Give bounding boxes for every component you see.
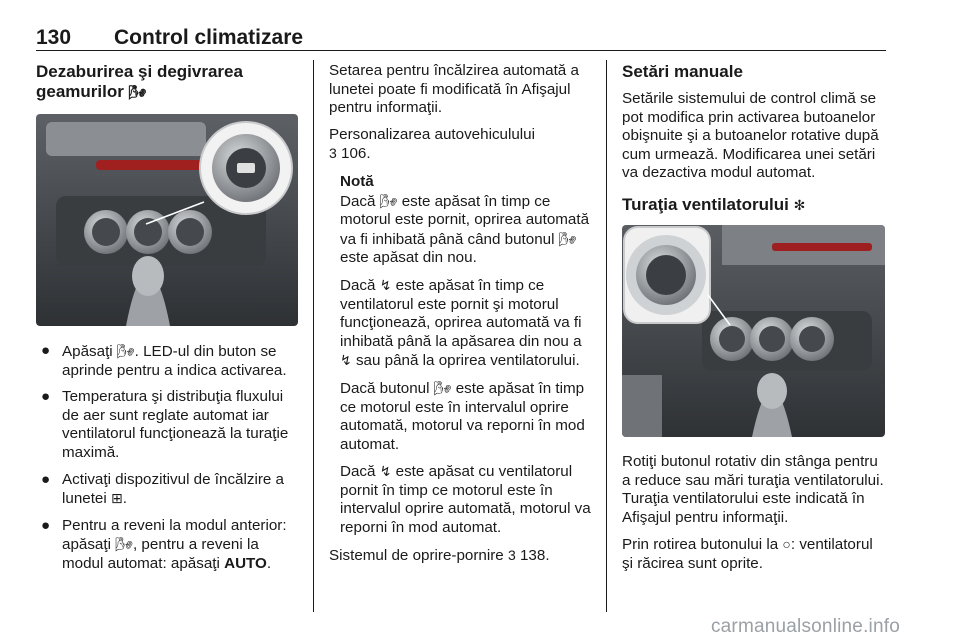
list-item: ● Pentru a reveni la modul anterior: apăsaţi 🌬, pentru a reveni la modul automat: apăsaţi AUTO. <box>41 516 287 572</box>
paragraph: Dacă butonul 🌬 este apăsat în timp ce motorul este în intervalul oprire automată, motorul va reporni în mod automat. <box>340 379 585 453</box>
paragraph: Prin rotirea butonului la ○: ventilatorul şi răcirea sunt oprite. <box>622 536 873 572</box>
rear-window-heating-icon: ⊞ <box>110 490 123 507</box>
front-defrost-icon: 🌬 <box>558 230 577 247</box>
front-defrost-icon: 🌬 <box>379 192 398 209</box>
page-number: 130 <box>36 26 72 49</box>
paragraph: Dacă ↯ este apăsat cu ventilatorul pornit în timp ce motorul este în intervalul oprire automată, motorul va reporni în mod automat. <box>340 463 591 537</box>
column-divider <box>313 60 314 612</box>
fan-icon: ✻ <box>793 196 806 213</box>
page-header <box>36 20 886 51</box>
cross-reference-arrow-icon: 3 <box>507 546 516 563</box>
column-stop-start <box>329 62 592 565</box>
list-item: ● Temperatura şi distribuţia fluxului de aer sunt reglate automat iar ventilatorul funcţionează la turaţie maximă. <box>41 388 289 461</box>
page-reference-link[interactable]: 106. <box>341 145 371 163</box>
column-defrost <box>36 62 298 582</box>
eco-stop-start-icon: ↯ <box>340 352 352 369</box>
note-label: Notă <box>340 172 374 190</box>
manual-settings-heading: Setări manuale <box>622 62 743 81</box>
note-box <box>329 173 592 538</box>
list-item: ● Activaţi dispozitivul de încălzire a lunetei ⊞. <box>41 470 285 508</box>
cross-reference-arrow-icon: 3 <box>329 145 337 162</box>
fan-speed-heading: Turaţia ventilatorului ✻ <box>622 194 806 214</box>
front-defrost-icon: 🌬 <box>433 379 452 396</box>
column-manual-settings <box>622 62 887 574</box>
paragraph: Setările sistemului de control climă se pot modifica prin activarea butoanelor obişnuite şi a butoanelor rotative după cum urmează. Modificarea unei setări va dezactiva modul automat. <box>622 90 879 182</box>
paragraph: Dacă 🌬 este apăsat în timp ce motorul este pornit, oprirea automată va fi inhibată până când butonul 🌬 este apăsat din nou. <box>340 192 590 267</box>
circle-off-icon: ○ <box>782 536 791 553</box>
paragraph: Sistemul de oprire-pornire 3 138. <box>329 546 550 564</box>
front-defrost-icon: 🌬 <box>116 343 135 359</box>
paragraph: Personalizarea autovehiculului 3 106. <box>329 125 536 163</box>
page-reference-link[interactable]: 138. <box>519 546 550 564</box>
defrost-steps <box>36 342 298 574</box>
list-item: ● Apăsaţi 🌬. LED-ul din buton se aprinde pentru a indica activarea. <box>41 342 287 379</box>
section-title: Control climatizare <box>114 26 304 49</box>
front-defrost-icon: 🌬 <box>115 536 133 553</box>
defrost-button-photo <box>36 114 298 326</box>
paragraph: Dacă ↯ este apăsat în timp ce ventilatorul este pornit şi motorul funcţionează, oprirea automată va fi inhibată până la apăsarea din nou a ↯ sau până la oprirea ventilatorului. <box>340 276 582 370</box>
fan-knob-photo <box>622 225 885 437</box>
paragraph: Rotiţi butonul rotativ din stânga pentru a reduce sau mări turaţia ventilatorului. Turaţia ventilatorului este indicată în Afişajul pentru informaţii. <box>622 452 884 526</box>
eco-stop-start-icon: ↯ <box>379 463 392 480</box>
paragraph: Setarea pentru încălzirea automată a lunetei poate fi modificată în Afişajul pentru informaţii. <box>329 62 579 117</box>
front-defrost-icon: 🌬 <box>128 84 147 100</box>
eco-stop-start-icon: ↯ <box>379 276 392 293</box>
column-divider <box>606 60 607 612</box>
watermark-text: carmanualsonline.info <box>710 616 900 637</box>
defrost-heading: Dezaburirea şi degivrarea geamurilor 🌬 <box>36 62 243 101</box>
